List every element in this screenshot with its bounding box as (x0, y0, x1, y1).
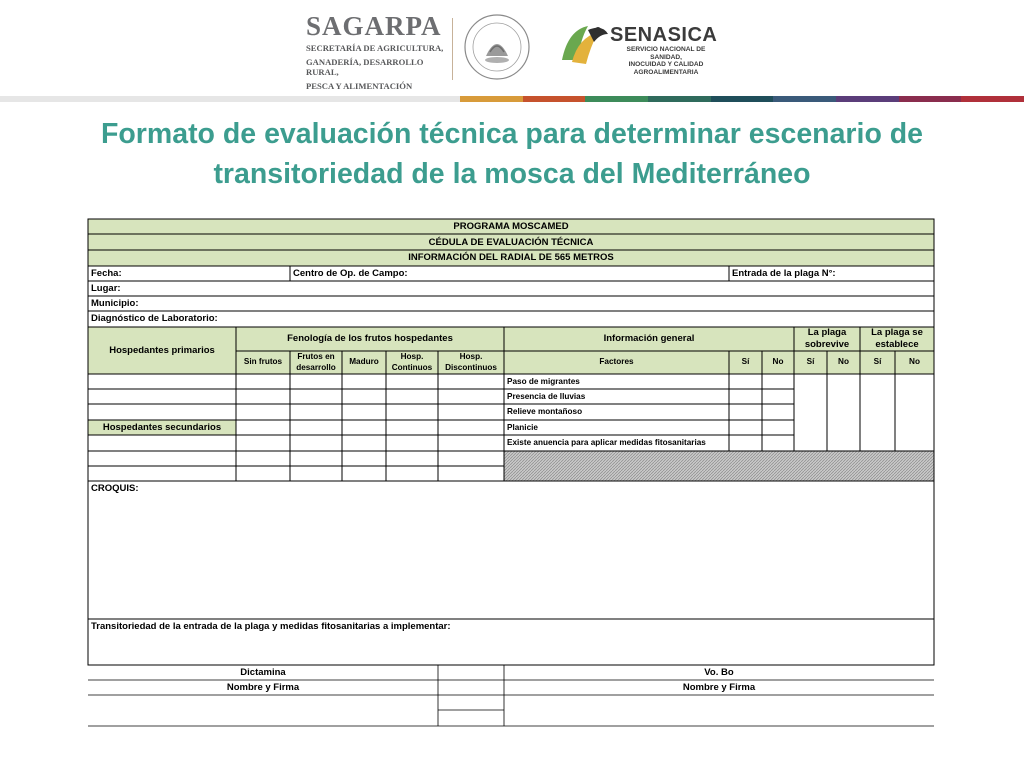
municipio-label: Municipio: (91, 298, 139, 309)
lugar-label: Lugar: (91, 283, 121, 294)
establece-label-1: La plaga se (871, 327, 923, 338)
col-frutos-1: Frutos en (297, 352, 335, 361)
cedula-label: CÉDULA DE EVALUACIÓN TÉCNICA (428, 237, 594, 248)
col-maduro: Maduro (349, 357, 379, 366)
col-hosp-cont-1: Hosp. (400, 352, 424, 361)
centro-label: Centro de Op. de Campo: (293, 268, 408, 279)
factor-row: Planicie (507, 423, 538, 432)
col-hosp-disc-1: Hosp. (459, 352, 483, 361)
col-si-3: Sí (873, 357, 882, 366)
col-no-1: No (772, 357, 784, 366)
croquis-label: CROQUIS: (91, 483, 139, 494)
senasica-sub2: INOCUIDAD Y CALIDAD (628, 61, 704, 68)
sagarpa-name: SAGARPA (306, 11, 442, 41)
col-no-2: No (838, 357, 849, 366)
sagarpa-sub2: GANADERÍA, DESARROLLO RURAL, (306, 56, 424, 77)
diagnostico-label: Diagnóstico de Laboratorio: (91, 313, 218, 324)
senasica-sub3: AGROALIMENTARIA (633, 68, 699, 76)
program-label: PROGRAMA MOSCAMED (453, 221, 569, 232)
sobrevive-label-2: sobrevive (804, 339, 850, 350)
dictamina-label: Dictamina (240, 667, 286, 678)
entrada-label: Entrada de la plaga N°: (732, 268, 836, 279)
hosp-secundarios-label: Hospedantes secundarios (102, 422, 222, 433)
sobrevive-label-1: La plaga (807, 327, 847, 338)
sagarpa-sub3: PESCA Y ALIMENTACIÓN (306, 80, 413, 91)
col-si-1: Sí (741, 357, 750, 366)
col-frutos-2: desarrollo (296, 363, 336, 372)
slide-title-line2: transitoriedad de la mosca del Mediterráneo (213, 158, 811, 190)
transitoriedad-label: Transitoriedad de la entrada de la plaga y medidas fitosanitarias a implementar: (91, 621, 451, 632)
fenologia-label: Fenología de los frutos hospedantes (287, 333, 453, 344)
factor-row: Paso de migrantes (507, 377, 580, 386)
nombre-firma-right: Nombre y Firma (682, 682, 756, 693)
fecha-label: Fecha: (91, 268, 122, 279)
col-factores: Factores (599, 357, 634, 366)
info-general-label: Información general (603, 333, 695, 344)
col-si-2: Sí (806, 357, 815, 366)
establece-label-2: establece (875, 339, 919, 350)
col-sin-frutos: Sin frutos (243, 357, 283, 366)
factor-row: Presencia de lluvias (507, 392, 586, 401)
slide-title-line1: Formato de evaluación técnica para determinar escenario de (100, 118, 924, 150)
hatched-area (504, 451, 934, 481)
col-hosp-cont-2: Continuos (391, 363, 433, 372)
col-no-3: No (909, 357, 920, 366)
vobo-label: Vo. Bo (704, 667, 734, 678)
factor-row: Relieve montañoso (507, 407, 583, 416)
sagarpa-sub1: SECRETARÍA DE AGRICULTURA, (306, 43, 444, 53)
senasica-sub1: SERVICIO NACIONAL DE SANIDAD, (626, 46, 706, 61)
col-hosp-disc-2: Discontinuos (445, 363, 497, 372)
factor-row: Existe anuencia para aplicar medidas fitosanitarias (507, 438, 706, 447)
radial-label: INFORMACIÓN DEL RADIAL DE 565 METROS (408, 252, 614, 263)
hosp-primarios-label: Hospedantes primarios (109, 345, 215, 356)
senasica-name: SENASICA (610, 24, 718, 46)
nombre-firma-left: Nombre y Firma (226, 682, 300, 693)
